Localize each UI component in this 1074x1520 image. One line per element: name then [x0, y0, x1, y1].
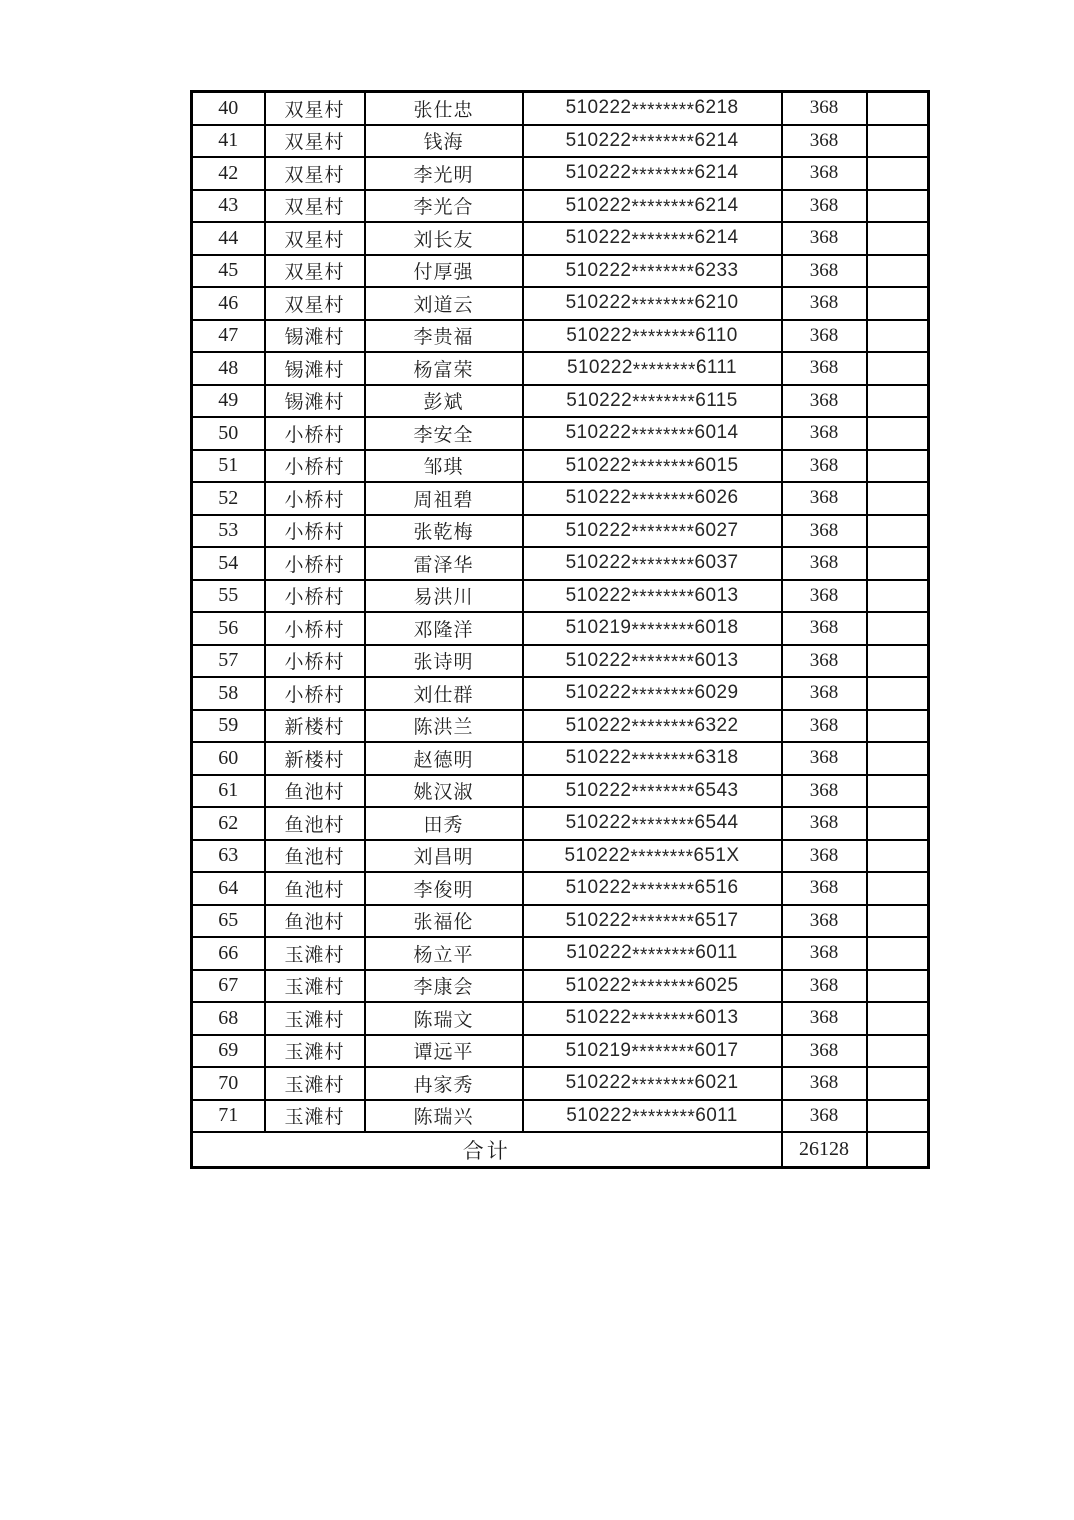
person-name-cell: 张福伦 — [365, 905, 523, 938]
table-row — [192, 775, 929, 808]
masked-digits: ******** — [631, 1009, 695, 1031]
amount-cell: 368 — [782, 1100, 867, 1133]
village-cell: 小桥村 — [265, 482, 365, 515]
amount-cell: 368 — [782, 190, 867, 223]
table-row — [192, 417, 929, 450]
id-number-cell: 510222********6011 — [523, 937, 782, 970]
id-number-cell: 510222********6015 — [523, 450, 782, 483]
table-row — [192, 1002, 929, 1035]
row-number-cell: 58 — [192, 677, 265, 710]
masked-digits: ******** — [632, 944, 696, 966]
row-number-cell: 45 — [192, 255, 265, 288]
village-cell: 玉滩村 — [265, 1035, 365, 1068]
masked-digits: ******** — [631, 457, 695, 479]
remark-cell — [867, 677, 929, 710]
amount-cell: 368 — [782, 580, 867, 613]
row-number-cell: 60 — [192, 742, 265, 775]
remark-cell — [867, 1100, 929, 1133]
amount-cell: 368 — [782, 482, 867, 515]
masked-digits: ******** — [632, 1107, 696, 1129]
masked-digits: ******** — [631, 684, 695, 706]
person-name-cell: 杨立平 — [365, 937, 523, 970]
table-row — [192, 970, 929, 1003]
total-label: 合计 — [192, 1132, 782, 1168]
amount-cell: 368 — [782, 450, 867, 483]
person-name-cell: 陈瑞兴 — [365, 1100, 523, 1133]
remark-cell — [867, 807, 929, 840]
person-name-cell: 张诗明 — [365, 645, 523, 678]
remark-cell — [867, 775, 929, 808]
village-cell: 新楼村 — [265, 710, 365, 743]
village-cell: 双星村 — [265, 190, 365, 223]
total-remark-cell — [867, 1132, 929, 1168]
remark-cell — [867, 905, 929, 938]
village-cell: 锡滩村 — [265, 385, 365, 418]
remark-cell — [867, 1067, 929, 1100]
roster-table — [190, 90, 930, 1169]
row-number-cell: 70 — [192, 1067, 265, 1100]
masked-digits: ******** — [631, 1042, 695, 1064]
remark-cell — [867, 125, 929, 158]
person-name-cell: 邓隆洋 — [365, 612, 523, 645]
row-number-cell: 44 — [192, 222, 265, 255]
row-number-cell: 67 — [192, 970, 265, 1003]
table-row — [192, 807, 929, 840]
id-number-cell: 510222********6037 — [523, 547, 782, 580]
person-name-cell: 李康会 — [365, 970, 523, 1003]
village-cell: 双星村 — [265, 222, 365, 255]
table-row — [192, 937, 929, 970]
person-name-cell: 冉家秀 — [365, 1067, 523, 1100]
amount-cell: 368 — [782, 645, 867, 678]
id-number-cell: 510222********6214 — [523, 157, 782, 190]
row-number-cell: 50 — [192, 417, 265, 450]
id-number-cell: 510222********6218 — [523, 92, 782, 125]
table-row — [192, 222, 929, 255]
id-number-cell: 510222********6318 — [523, 742, 782, 775]
amount-cell: 368 — [782, 1067, 867, 1100]
row-number-cell: 41 — [192, 125, 265, 158]
row-number-cell: 68 — [192, 1002, 265, 1035]
table-row — [192, 677, 929, 710]
remark-cell — [867, 450, 929, 483]
table-row — [192, 547, 929, 580]
table-row — [192, 1067, 929, 1100]
remark-cell — [867, 320, 929, 353]
person-name-cell: 李光明 — [365, 157, 523, 190]
table-row — [192, 645, 929, 678]
table-row — [192, 840, 929, 873]
id-number-cell: 510222********6021 — [523, 1067, 782, 1100]
person-name-cell: 陈瑞文 — [365, 1002, 523, 1035]
remark-cell — [867, 385, 929, 418]
village-cell: 玉滩村 — [265, 1067, 365, 1100]
table-row — [192, 450, 929, 483]
person-name-cell: 刘长友 — [365, 222, 523, 255]
village-cell: 鱼池村 — [265, 775, 365, 808]
id-number-cell: 510222********6026 — [523, 482, 782, 515]
table-row — [192, 872, 929, 905]
table-row — [192, 352, 929, 385]
remark-cell — [867, 255, 929, 288]
masked-digits: ******** — [631, 262, 695, 284]
masked-digits: ******** — [631, 489, 695, 511]
masked-digits: ******** — [631, 977, 695, 999]
table-row — [192, 612, 929, 645]
remark-cell — [867, 872, 929, 905]
row-number-cell: 63 — [192, 840, 265, 873]
row-number-cell: 40 — [192, 92, 265, 125]
table-row — [192, 580, 929, 613]
id-number-cell: 510222********6516 — [523, 872, 782, 905]
id-number-cell: 510222********6029 — [523, 677, 782, 710]
row-number-cell: 42 — [192, 157, 265, 190]
table-row — [192, 385, 929, 418]
row-number-cell: 52 — [192, 482, 265, 515]
masked-digits: ******** — [630, 847, 694, 869]
person-name-cell: 张仕忠 — [365, 92, 523, 125]
amount-cell: 368 — [782, 320, 867, 353]
table-row — [192, 320, 929, 353]
remark-cell — [867, 190, 929, 223]
remark-cell — [867, 612, 929, 645]
row-number-cell: 54 — [192, 547, 265, 580]
remark-cell — [867, 287, 929, 320]
person-name-cell: 李俊明 — [365, 872, 523, 905]
amount-cell: 368 — [782, 1035, 867, 1068]
id-number-cell: 510222********6214 — [523, 222, 782, 255]
amount-cell: 368 — [782, 222, 867, 255]
person-name-cell: 钱海 — [365, 125, 523, 158]
masked-digits: ******** — [632, 327, 696, 349]
masked-digits: ******** — [631, 879, 695, 901]
amount-cell: 368 — [782, 385, 867, 418]
person-name-cell: 雷泽华 — [365, 547, 523, 580]
id-number-cell: 510219********6018 — [523, 612, 782, 645]
table-row — [192, 742, 929, 775]
table-row — [192, 92, 929, 125]
id-number-cell: 510222********6011 — [523, 1100, 782, 1133]
masked-digits: ******** — [632, 392, 696, 414]
village-cell: 鱼池村 — [265, 807, 365, 840]
table-row — [192, 125, 929, 158]
person-name-cell: 刘道云 — [365, 287, 523, 320]
village-cell: 玉滩村 — [265, 1100, 365, 1133]
total-amount: 26128 — [782, 1132, 867, 1168]
row-number-cell: 61 — [192, 775, 265, 808]
remark-cell — [867, 1035, 929, 1068]
amount-cell: 368 — [782, 872, 867, 905]
table-row — [192, 905, 929, 938]
village-cell: 玉滩村 — [265, 1002, 365, 1035]
id-number-cell: 510222********6214 — [523, 190, 782, 223]
remark-cell — [867, 937, 929, 970]
amount-cell: 368 — [782, 710, 867, 743]
person-name-cell: 陈洪兰 — [365, 710, 523, 743]
table-row — [192, 1100, 929, 1133]
village-cell: 锡滩村 — [265, 320, 365, 353]
remark-cell — [867, 645, 929, 678]
table-row — [192, 1035, 929, 1068]
row-number-cell: 66 — [192, 937, 265, 970]
remark-cell — [867, 547, 929, 580]
village-cell: 小桥村 — [265, 677, 365, 710]
id-number-cell: 510222********6111 — [523, 352, 782, 385]
remark-cell — [867, 352, 929, 385]
remark-cell — [867, 482, 929, 515]
amount-cell: 368 — [782, 840, 867, 873]
person-name-cell: 刘昌明 — [365, 840, 523, 873]
amount-cell: 368 — [782, 807, 867, 840]
amount-cell: 368 — [782, 1002, 867, 1035]
amount-cell: 368 — [782, 92, 867, 125]
row-number-cell: 47 — [192, 320, 265, 353]
id-number-cell: 510222********6115 — [523, 385, 782, 418]
remark-cell — [867, 840, 929, 873]
masked-digits: ******** — [631, 99, 695, 121]
village-cell: 小桥村 — [265, 450, 365, 483]
table-row — [192, 287, 929, 320]
amount-cell: 368 — [782, 352, 867, 385]
person-name-cell: 李安全 — [365, 417, 523, 450]
masked-digits: ******** — [632, 359, 696, 381]
id-number-cell: 510222********6110 — [523, 320, 782, 353]
id-number-cell: 510222********6322 — [523, 710, 782, 743]
person-name-cell: 姚汉淑 — [365, 775, 523, 808]
village-cell: 小桥村 — [265, 645, 365, 678]
id-number-cell: 510222********6025 — [523, 970, 782, 1003]
table-row — [192, 255, 929, 288]
row-number-cell: 71 — [192, 1100, 265, 1133]
person-name-cell: 李贵福 — [365, 320, 523, 353]
village-cell: 双星村 — [265, 255, 365, 288]
id-number-cell: 510222********6544 — [523, 807, 782, 840]
village-cell: 双星村 — [265, 92, 365, 125]
row-number-cell: 48 — [192, 352, 265, 385]
amount-cell: 368 — [782, 905, 867, 938]
remark-cell — [867, 157, 929, 190]
village-cell: 锡滩村 — [265, 352, 365, 385]
row-number-cell: 64 — [192, 872, 265, 905]
row-number-cell: 69 — [192, 1035, 265, 1068]
row-number-cell: 62 — [192, 807, 265, 840]
person-name-cell: 易洪川 — [365, 580, 523, 613]
id-number-cell: 510222********6013 — [523, 580, 782, 613]
village-cell: 小桥村 — [265, 515, 365, 548]
amount-cell: 368 — [782, 547, 867, 580]
id-number-cell: 510219********6017 — [523, 1035, 782, 1068]
masked-digits: ******** — [631, 522, 695, 544]
village-cell: 双星村 — [265, 157, 365, 190]
village-cell: 双星村 — [265, 287, 365, 320]
amount-cell: 368 — [782, 677, 867, 710]
amount-cell: 368 — [782, 125, 867, 158]
remark-cell — [867, 417, 929, 450]
remark-cell — [867, 742, 929, 775]
amount-cell: 368 — [782, 157, 867, 190]
village-cell: 鱼池村 — [265, 905, 365, 938]
village-cell: 双星村 — [265, 125, 365, 158]
person-name-cell: 付厚强 — [365, 255, 523, 288]
village-cell: 小桥村 — [265, 580, 365, 613]
id-number-cell: 510222********6210 — [523, 287, 782, 320]
remark-cell — [867, 515, 929, 548]
id-number-cell: 510222********6027 — [523, 515, 782, 548]
amount-cell: 368 — [782, 417, 867, 450]
masked-digits: ******** — [631, 1074, 695, 1096]
village-cell: 玉滩村 — [265, 970, 365, 1003]
masked-digits: ******** — [631, 424, 695, 446]
row-number-cell: 57 — [192, 645, 265, 678]
table-row — [192, 190, 929, 223]
roster-rows — [192, 92, 929, 1133]
amount-cell: 368 — [782, 515, 867, 548]
row-number-cell: 59 — [192, 710, 265, 743]
masked-digits: ******** — [631, 197, 695, 219]
person-name-cell: 李光合 — [365, 190, 523, 223]
table-row — [192, 515, 929, 548]
id-number-cell: 510222********6014 — [523, 417, 782, 450]
village-cell: 新楼村 — [265, 742, 365, 775]
id-number-cell: 510222********6233 — [523, 255, 782, 288]
remark-cell — [867, 222, 929, 255]
remark-cell — [867, 710, 929, 743]
masked-digits: ******** — [631, 782, 695, 804]
table-row — [192, 157, 929, 190]
amount-cell: 368 — [782, 970, 867, 1003]
row-number-cell: 53 — [192, 515, 265, 548]
amount-cell: 368 — [782, 742, 867, 775]
village-cell: 小桥村 — [265, 417, 365, 450]
remark-cell — [867, 92, 929, 125]
amount-cell: 368 — [782, 937, 867, 970]
masked-digits: ******** — [631, 132, 695, 154]
row-number-cell: 55 — [192, 580, 265, 613]
id-number-cell: 510222********6214 — [523, 125, 782, 158]
amount-cell: 368 — [782, 287, 867, 320]
id-number-cell: 510222********6517 — [523, 905, 782, 938]
masked-digits: ******** — [631, 652, 695, 674]
remark-cell — [867, 580, 929, 613]
masked-digits: ******** — [631, 229, 695, 251]
person-name-cell: 彭斌 — [365, 385, 523, 418]
id-number-cell: 510222********6543 — [523, 775, 782, 808]
masked-digits: ******** — [631, 294, 695, 316]
id-number-cell: 510222********6013 — [523, 1002, 782, 1035]
total-row — [192, 1132, 929, 1168]
person-name-cell: 杨富荣 — [365, 352, 523, 385]
roster-footer — [192, 1132, 929, 1168]
masked-digits: ******** — [631, 717, 695, 739]
row-number-cell: 56 — [192, 612, 265, 645]
row-number-cell: 49 — [192, 385, 265, 418]
masked-digits: ******** — [631, 554, 695, 576]
row-number-cell: 65 — [192, 905, 265, 938]
person-name-cell: 谭远平 — [365, 1035, 523, 1068]
remark-cell — [867, 1002, 929, 1035]
id-number-cell: 510222********651X — [523, 840, 782, 873]
person-name-cell: 张乾梅 — [365, 515, 523, 548]
person-name-cell: 邹琪 — [365, 450, 523, 483]
id-number-cell: 510222********6013 — [523, 645, 782, 678]
person-name-cell: 刘仕群 — [365, 677, 523, 710]
masked-digits: ******** — [631, 164, 695, 186]
village-cell: 玉滩村 — [265, 937, 365, 970]
masked-digits: ******** — [631, 912, 695, 934]
amount-cell: 368 — [782, 255, 867, 288]
row-number-cell: 43 — [192, 190, 265, 223]
person-name-cell: 赵德明 — [365, 742, 523, 775]
remark-cell — [867, 970, 929, 1003]
village-cell: 鱼池村 — [265, 840, 365, 873]
village-cell: 小桥村 — [265, 547, 365, 580]
table-row — [192, 482, 929, 515]
row-number-cell: 46 — [192, 287, 265, 320]
person-name-cell: 周祖碧 — [365, 482, 523, 515]
masked-digits: ******** — [631, 749, 695, 771]
amount-cell: 368 — [782, 775, 867, 808]
row-number-cell: 51 — [192, 450, 265, 483]
table-row — [192, 710, 929, 743]
masked-digits: ******** — [631, 814, 695, 836]
masked-digits: ******** — [631, 619, 695, 641]
village-cell: 小桥村 — [265, 612, 365, 645]
person-name-cell: 田秀 — [365, 807, 523, 840]
amount-cell: 368 — [782, 612, 867, 645]
masked-digits: ******** — [631, 587, 695, 609]
village-cell: 鱼池村 — [265, 872, 365, 905]
